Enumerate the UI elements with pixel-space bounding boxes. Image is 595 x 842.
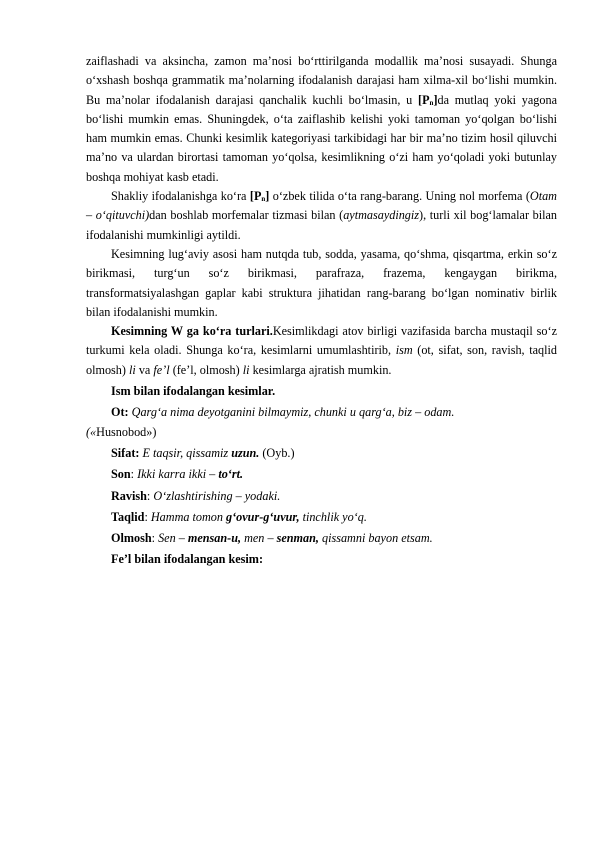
paragraph-4: Kesimning W ga ko‘ra turlari.Kesimlikdagi atov birligi vazifasida barcha mustaqil so‘z turkumi kela oladi. Shunga ko‘ra, kesimlarni umumlashtirib, ism (ot, sifat, son, ravish, taqlid olmosh) li va fe’l (fe’l, olmosh) li kesimlarga ajratish mumkin. [86,324,557,377]
example-taqlid: Taqlid: Hamma tomon g‘ovur-g‘uvur, tinchlik yo‘q. [111,509,367,524]
document-page [86,52,557,570]
p-symbol: P [253,189,262,204]
p-symbol: P [422,92,430,107]
paragraph-1: zaiflashadi va aksincha, zamon ma’nosi bo‘rttirilganda modallik ma’nosi susayadi. Shunga o‘xshash boshqa grammatik ma’nolarning ifodalanish darajasi ham xilma-xil bo‘lishi mumkin. Bu ma’nolar ifodalanish darajasi qanchalik kuchli bo‘lmasin, u $[P_n]da$ mutlaq yoki yagona bo‘lishi mumkin emas. Shuningdek, o‘ta zaiflashib kelishi yoki tamoman yo‘qolgan bo‘lishi ham mumkin emas. Chunki kesimlik kategoriyasi tarkibidagi har bir ma’no tizim hosil qiluvchi ma’no va ulardan birortasi tamoman yo‘qolsa, kesimlikning o‘zi ham yo‘qoladi yoki butunlay boshqa mohiyat kasb etadi. [86,54,557,184]
fel-heading: Fe’l bilan ifodalangan kesim: [111,552,264,567]
section-heading: Kesimning W ga ko‘ra turlari. [111,324,273,339]
example-ot-source: («Husnobod») [86,424,157,439]
example-olmosh: Olmosh: Sen – mensan-u, men – senman, qissamni bayon etsam. [111,531,433,546]
paragraph-3: Kesimning lug‘aviy asosi ham nutqda tub, sodda, yasama, qo‘shma, qisqartma, erkin so‘z birikmasi, turg‘un so‘z birikmasi, parafraza, frazema, kengaygan birikma, transformatsiyalashgan gaplar kabi struktura jihatidan rang-barang bo‘lgan nominativ birlik bilan ifodalanishi mumkin. [86,246,557,319]
paragraph-2: Shakliy ifodalanishga ko‘ra $[P_n]$ o‘zbek tilida o‘ta rang-barang. Uning nol morfema (Otam – o‘qituvchi)dan boshlab morfemalar tizmasi bilan (aytmasaydingiz), turli xil bog‘lamalar bilan ifodalanishi mumkinligi aytildi. [86,189,557,242]
example-ot: Ot: Qarg‘a nima deyotganini bilmaymiz, chunki u qarg‘a, biz – odam. [111,405,455,420]
example-ravish: Ravish: O‘zlashtirishing – yodaki. [111,488,281,503]
example-son: Son: Ikki karra ikki – to‘rt. [111,467,244,482]
example-sifat: Sifat: E taqsir, qissamiz uzun. (Oyb.) [111,445,295,460]
ism-heading: Ism bilan ifodalangan kesimlar. [111,384,276,399]
